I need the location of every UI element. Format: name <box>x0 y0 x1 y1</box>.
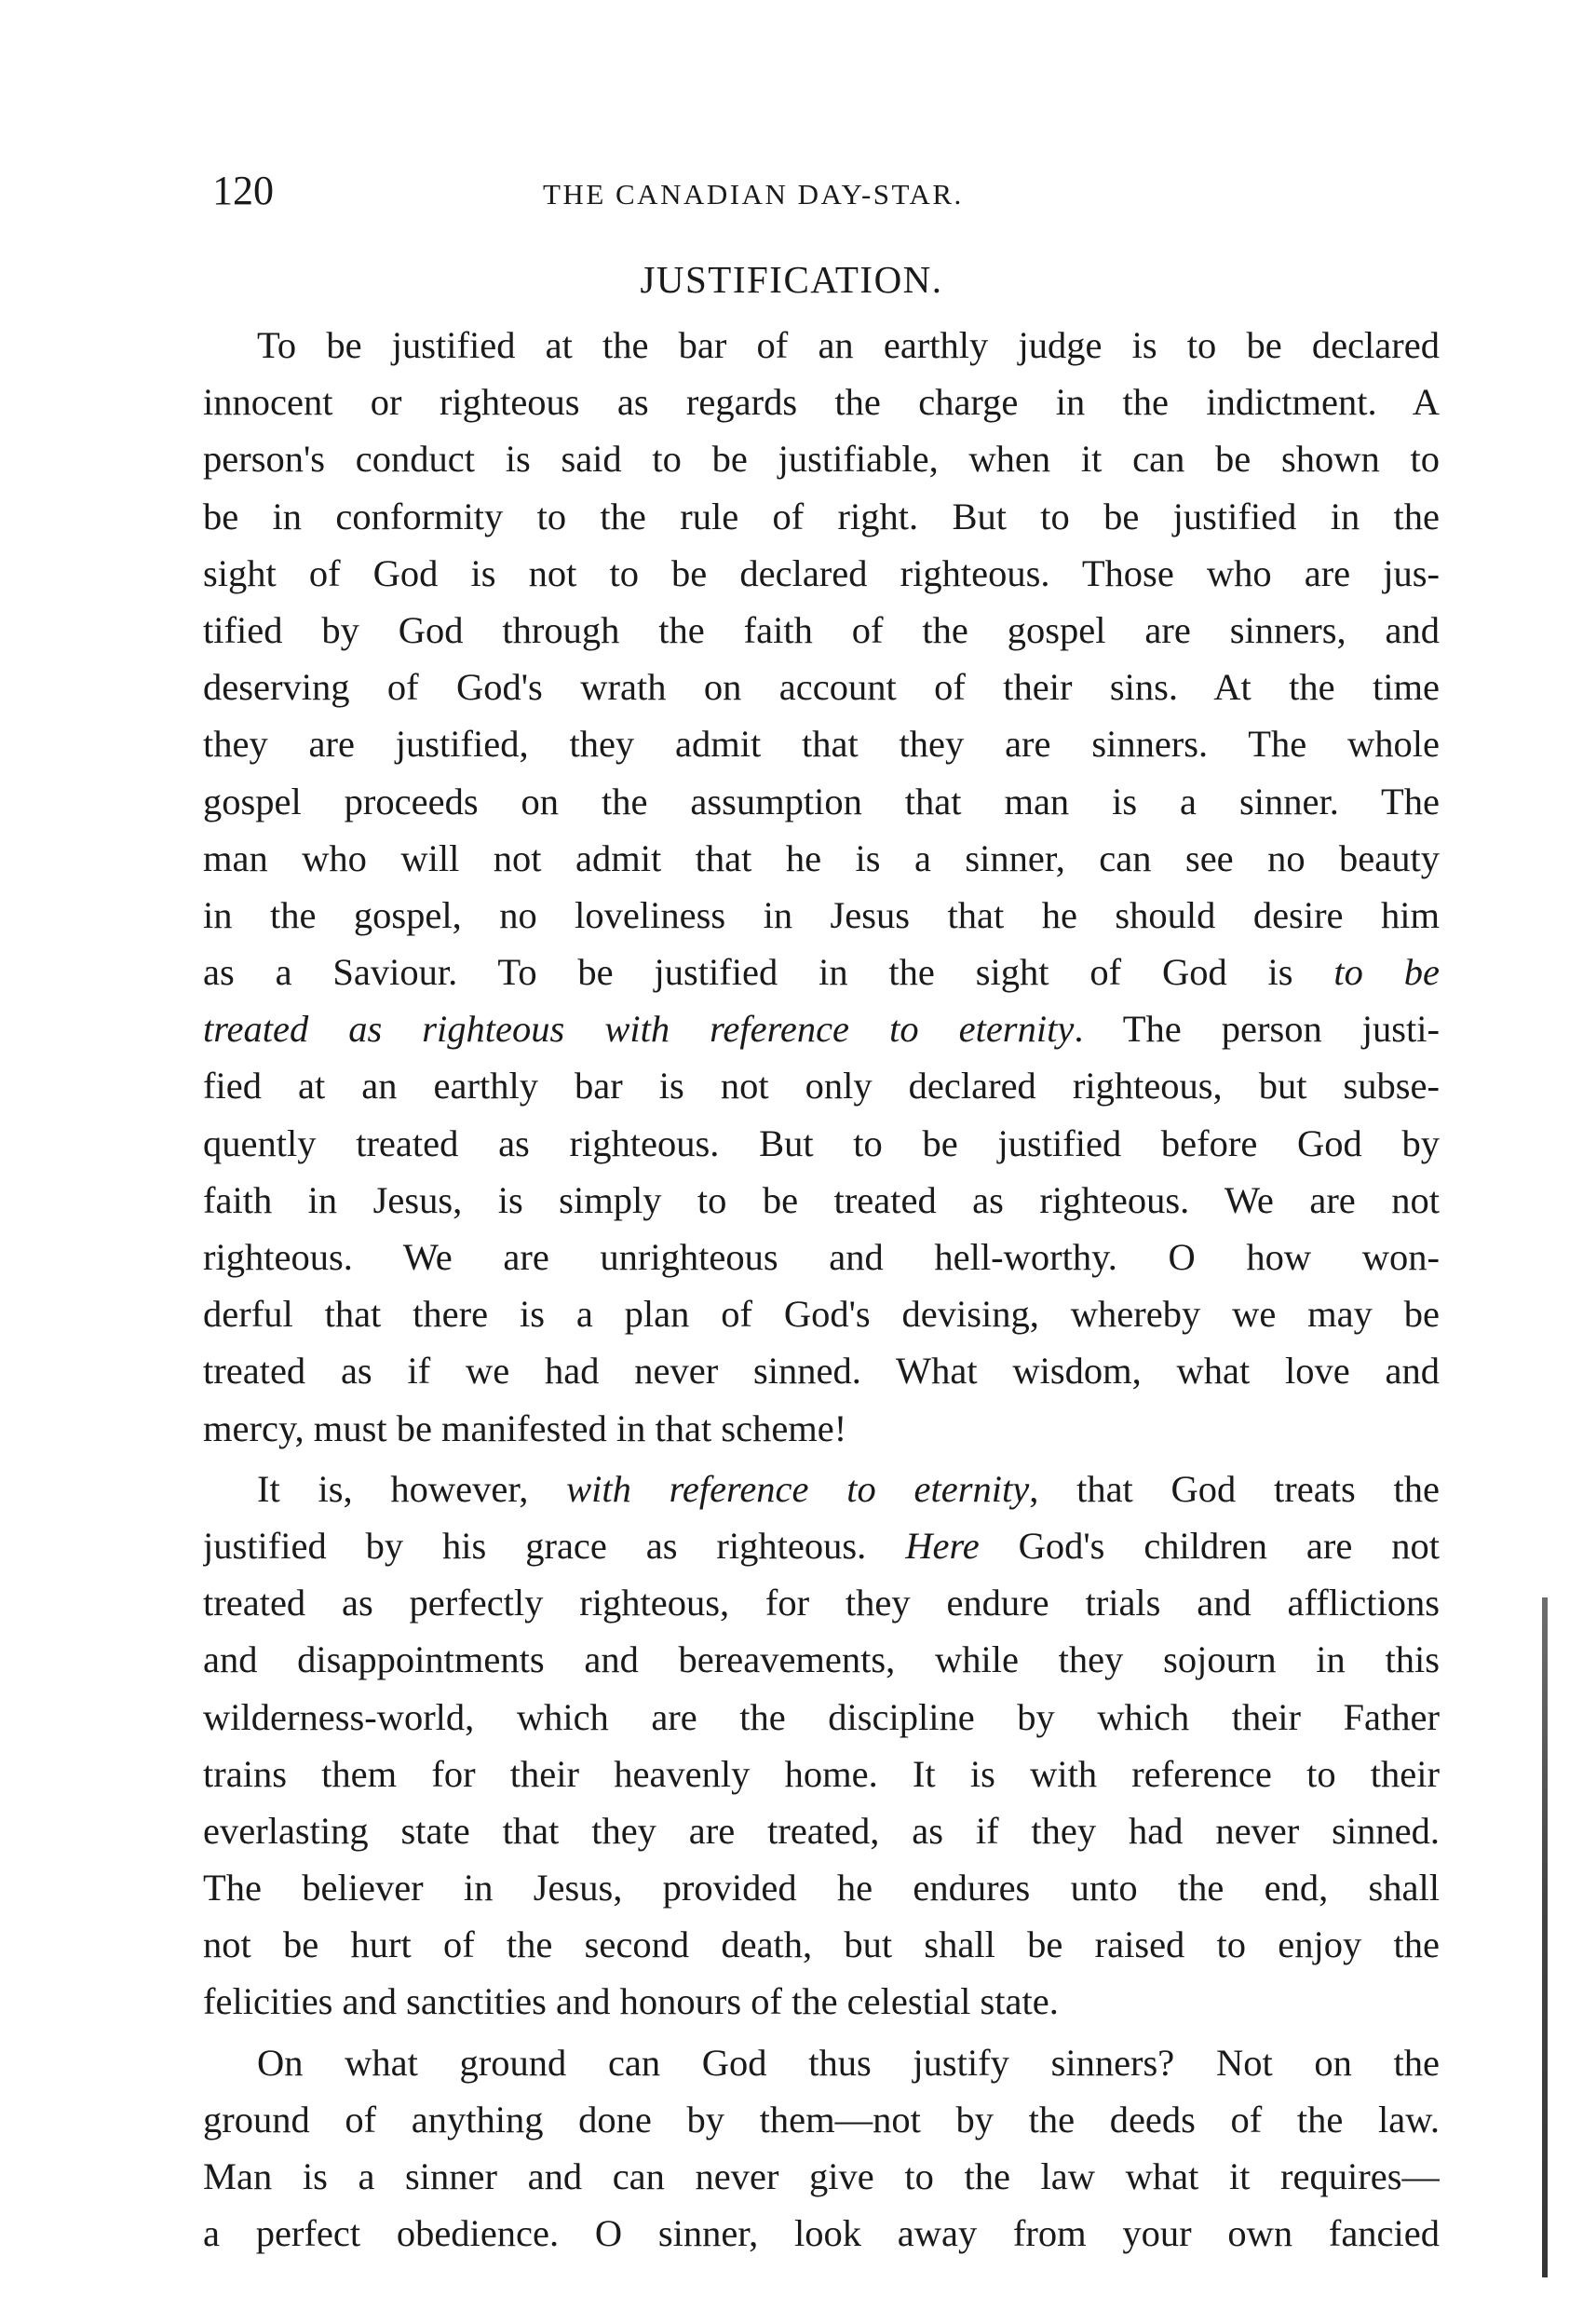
text-line: righteous. We are unrighteous and hell-worthy. O how won- <box>203 1236 1440 1278</box>
paragraph-1 <box>203 317 1440 1457</box>
text-line: faith in Jesus, is simply to be treated as righteous. We are not <box>203 1178 1440 1221</box>
text-line: To be justified at the bar of an earthly judge is to be declared <box>257 324 1440 366</box>
text-line <box>203 1517 1440 1574</box>
text-line <box>203 1000 1440 1057</box>
text-run: as a Saviour. To be justified in the sight of God is <box>203 951 1334 994</box>
text-run: It is, however, <box>257 1467 567 1510</box>
text-line: everlasting state that they are treated, as if they had never sinned. <box>203 1809 1440 1852</box>
running-head <box>212 163 1441 219</box>
italic-run: treated as righteous with reference to eternity <box>203 1008 1075 1051</box>
text-line: On what ground can God thus justify sinners? Not on the <box>257 2041 1440 2084</box>
text-line: derful that there is a plan of God's devising, whereby we may be <box>203 1293 1440 1336</box>
text-line: a perfect obedience. O sinner, look away from your own fancied <box>203 2212 1440 2255</box>
text-line: tified by God through the faith of the gospel are sinners, and <box>203 608 1440 651</box>
text-line: mercy, must be manifested in that scheme! <box>203 1407 847 1449</box>
text-line: deserving of God's wrath on account of their sins. At the time <box>203 666 1440 709</box>
italic-run: with reference to eternity <box>566 1467 1030 1510</box>
text-line: gospel proceeds on the assumption that man is a sinner. The <box>203 780 1440 822</box>
text-line: not be hurt of the second death, but shall be raised to enjoy the <box>203 1923 1440 1966</box>
text-line: be in conformity to the rule of right. But to be justified in the <box>203 495 1440 537</box>
italic-run: Here <box>905 1524 980 1567</box>
text-line: and disappointments and bereavements, while they sojourn in this <box>203 1638 1440 1681</box>
scan-margin-shadow <box>1542 1597 1548 2277</box>
text-line: sight of God is not to be declared righteous. Those who are jus- <box>203 551 1440 594</box>
page-number: 120 <box>212 168 274 213</box>
text-line: they are justified, they admit that they are sinners. The whole <box>203 723 1440 766</box>
text-line: wilderness-world, which are the discipline by which their Father <box>203 1695 1440 1738</box>
italic-run: to be <box>1333 951 1440 994</box>
text-line: ground of anything done by them—not by the deeds of the law. <box>203 2098 1440 2141</box>
text-line: quently treated as righteous. But to be justified before God by <box>203 1121 1440 1164</box>
paragraph-2 <box>203 1461 1440 2031</box>
text-line: Man is a sinner and can never give to the law what it requires— <box>203 2155 1440 2197</box>
text-line: treated as if we had never sinned. What wisdom, what love and <box>203 1350 1440 1393</box>
text-line: fied at an earthly bar is not only declared righteous, but subse- <box>203 1065 1440 1108</box>
text-line: trains them for their heavenly home. It is with reference to their <box>203 1752 1440 1795</box>
text-line: in the gospel, no loveliness in Jesus that he should desire him <box>203 893 1440 936</box>
article-title: JUSTIFICATION. <box>640 258 943 301</box>
text-line: person's conduct is said to be justifiable, when it can be shown to <box>203 438 1440 481</box>
text-run: God's children are not <box>1018 1524 1440 1567</box>
text-run: , that God treats the <box>1029 1467 1440 1510</box>
text-line: man who will not admit that he is a sinner, can see no beauty <box>203 836 1440 879</box>
text-run: . The person justi- <box>1074 1008 1440 1051</box>
text-line <box>203 1461 1440 1517</box>
text-line: felicities and sanctities and honours of the celestial state. <box>203 1980 1059 2023</box>
text-line: treated as perfectly righteous, for they endure trials and afflictions <box>203 1582 1440 1624</box>
text-line: The believer in Jesus, provided he endures unto the end, shall <box>203 1867 1440 1909</box>
paragraph-3 <box>203 2034 1440 2263</box>
running-title: THE CANADIAN DAY-STAR. <box>543 178 964 211</box>
article-body <box>203 317 1440 2262</box>
text-line: innocent or righteous as regards the charge in the indictment. A <box>203 381 1440 424</box>
text-run: justified by his grace as righteous. <box>203 1524 867 1567</box>
text-line <box>203 944 1440 1000</box>
